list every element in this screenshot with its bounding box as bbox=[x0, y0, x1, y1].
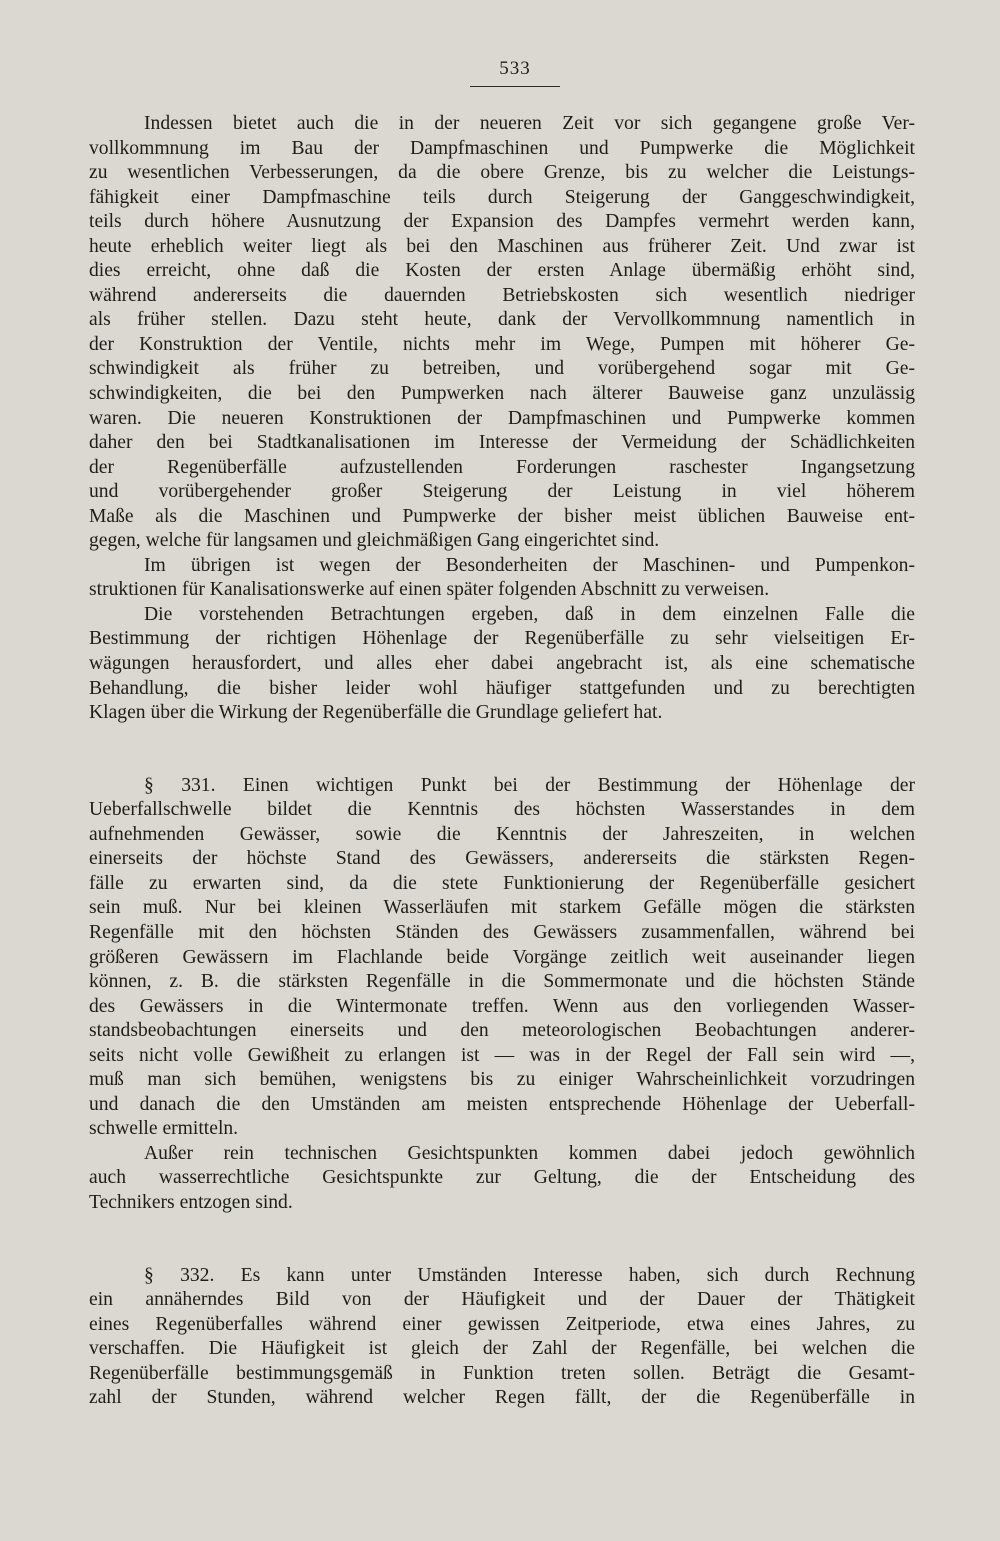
text-line: verschaffen. Die Häufigkeit ist gleich der Zahl der Regenfälle, bei welchen die bbox=[89, 1338, 915, 1360]
text-line: Regenüberfälle bestimmungsgemäß in Funktion treten sollen. Beträgt die Gesamt- bbox=[89, 1362, 915, 1384]
text-line: seits nicht volle Gewißheit zu erlangen ist — was in der Regel der Fall sein wird —, bbox=[89, 1044, 915, 1066]
text-line: und vorübergehender großer Steigerung der Leistung in viel höherem bbox=[89, 481, 915, 503]
text-line: können, z. B. die stärksten Regenfälle in die Sommermonate und die höchsten Stände bbox=[89, 971, 915, 993]
text-line: § 331. Einen wichtigen Punkt bei der Bestimmung der Höhenlage der bbox=[144, 774, 915, 796]
text-line: eines Regenüberfalles während einer gewissen Zeitperiode, etwa eines Jahres, zu bbox=[89, 1313, 915, 1335]
text-line: während andererseits die dauernden Betriebskosten sich wesentlich niedriger bbox=[89, 284, 915, 306]
section-330-text bbox=[89, 112, 915, 726]
text-line: Maße als die Maschinen und Pumpwerke der bisher meist üblichen Bauweise ent- bbox=[89, 505, 915, 527]
text-line: fähigkeit einer Dampfmaschine teils durch Steigerung der Ganggeschwindigkeit, bbox=[89, 186, 915, 208]
text-line: waren. Die neueren Konstruktionen der Dampfmaschinen und Pumpwerke kommen bbox=[89, 407, 915, 429]
text-line: der Konstruktion der Ventile, nichts mehr im Wege, Pumpen mit höherer Ge- bbox=[89, 333, 915, 355]
text-line: aufnehmenden Gewässer, sowie die Kenntnis der Jahreszeiten, in welchen bbox=[89, 823, 915, 845]
text-line: dies erreicht, ohne daß die Kosten der ersten Anlage übermäßig erhöht sind, bbox=[89, 260, 915, 282]
text-line: Klagen über die Wirkung der Regenüberfälle die Grundlage geliefert hat. bbox=[89, 702, 663, 724]
text-line: ein annäherndes Bild von der Häufigkeit und der Dauer der Thätigkeit bbox=[89, 1289, 915, 1311]
text-line: Bestimmung der richtigen Höhenlage der Regenüberfälle zu sehr vielseitigen Er- bbox=[89, 628, 915, 650]
text-line: einerseits der höchste Stand des Gewässers, andererseits die stärksten Regen- bbox=[89, 848, 915, 870]
text-line: zahl der Stunden, während welcher Regen fällt, der die Regenüberfälle in bbox=[89, 1387, 915, 1409]
paragraph-gap bbox=[89, 726, 915, 750]
text-line: heute erheblich weiter liegt als bei den Maschinen aus früherer Zeit. Und zwar ist bbox=[89, 235, 915, 257]
text-line: und danach die den Umständen am meisten entsprechende Höhenlage der Ueberfall- bbox=[89, 1093, 915, 1115]
text-line: auch wasserrechtliche Gesichtspunkte zur Geltung, die der Entscheidung des bbox=[89, 1167, 915, 1189]
text-line: teils durch höhere Ausnutzung der Expansion des Dampfes vermehrt werden kann, bbox=[89, 211, 915, 233]
text-line: gegen, welche für langsamen und gleichmäßigen Gang eingerichtet sind. bbox=[89, 530, 660, 552]
text-line: Ueberfallschwelle bildet die Kenntnis des höchsten Wasserstandes in dem bbox=[89, 799, 915, 821]
body-text bbox=[89, 112, 915, 1411]
text-line: muß man sich bemühen, wenigstens bis zu einiger Wahrscheinlichkeit vorzudringen bbox=[89, 1069, 915, 1091]
text-line: schwindigkeit als früher zu betreiben, und vorübergehend sogar mit Ge- bbox=[89, 358, 915, 380]
text-line: des Gewässers in die Wintermonate treffen. Wenn aus den vorliegenden Wasser- bbox=[89, 995, 915, 1017]
text-line: fälle zu erwarten sind, da die stete Funktionierung der Regenüberfälle gesichert bbox=[89, 872, 915, 894]
text-line: als früher stellen. Dazu steht heute, dank der Vervollkommnung namentlich in bbox=[89, 309, 915, 331]
text-line: Im übrigen ist wegen der Besonderheiten der Maschinen- und Pumpenkon- bbox=[144, 554, 915, 576]
header-rule bbox=[470, 86, 560, 87]
text-line: Außer rein technischen Gesichtspunkten kommen dabei jedoch gewöhnlich bbox=[144, 1142, 915, 1164]
text-line: Die vorstehenden Betrachtungen ergeben, daß in dem einzelnen Falle die bbox=[144, 603, 915, 625]
section-331-text bbox=[89, 774, 915, 1216]
text-line: Regenfälle mit den höchsten Ständen des Gewässers zusammenfallen, während bei bbox=[89, 921, 915, 943]
paragraph-gap bbox=[89, 1216, 915, 1240]
text-line: standsbeobachtungen einerseits und den meteorologischen Beobachtungen anderer- bbox=[89, 1020, 915, 1042]
text-line: schwelle ermitteln. bbox=[89, 1118, 239, 1140]
page-number: 533 bbox=[499, 58, 531, 79]
text-line: vollkommnung im Bau der Dampfmaschinen und Pumpwerke die Möglichkeit bbox=[89, 137, 915, 159]
text-line: der Regenüberfälle aufzustellenden Forderungen raschester Ingangsetzung bbox=[89, 456, 915, 478]
paragraph-gap bbox=[89, 1240, 915, 1264]
text-line: schwindigkeiten, die bei den Pumpwerken nach älterer Bauweise ganz unzulässig bbox=[89, 383, 915, 405]
text-line: § 332. Es kann unter Umständen Interesse haben, sich durch Rechnung bbox=[144, 1264, 915, 1286]
text-line: wägungen herausfordert, und alles eher dabei angebracht ist, als eine schematische bbox=[89, 653, 915, 675]
text-line: zu wesentlichen Verbesserungen, da die obere Grenze, bis zu welcher die Leistungs- bbox=[89, 162, 915, 184]
text-line: daher den bei Stadtkanalisationen im Interesse der Vermeidung der Schädlichkeiten bbox=[89, 432, 915, 454]
paragraph-gap bbox=[89, 750, 915, 774]
section-332-text bbox=[89, 1264, 915, 1411]
text-line: größeren Gewässern im Flachlande beide Vorgänge zeitlich weit auseinander liegen bbox=[89, 946, 915, 968]
text-line: Behandlung, die bisher leider wohl häufiger stattgefunden und zu berechtigten bbox=[89, 677, 915, 699]
text-line: Indessen bietet auch die in der neueren Zeit vor sich gegangene große Ver- bbox=[144, 113, 915, 134]
text-line: sein muß. Nur bei kleinen Wasserläufen mit starkem Gefälle mögen die stärksten bbox=[89, 897, 915, 919]
text-line: Technikers entzogen sind. bbox=[89, 1191, 293, 1213]
text-line: struktionen für Kanalisationswerke auf einen später folgenden Abschnitt zu verweisen. bbox=[89, 579, 770, 601]
